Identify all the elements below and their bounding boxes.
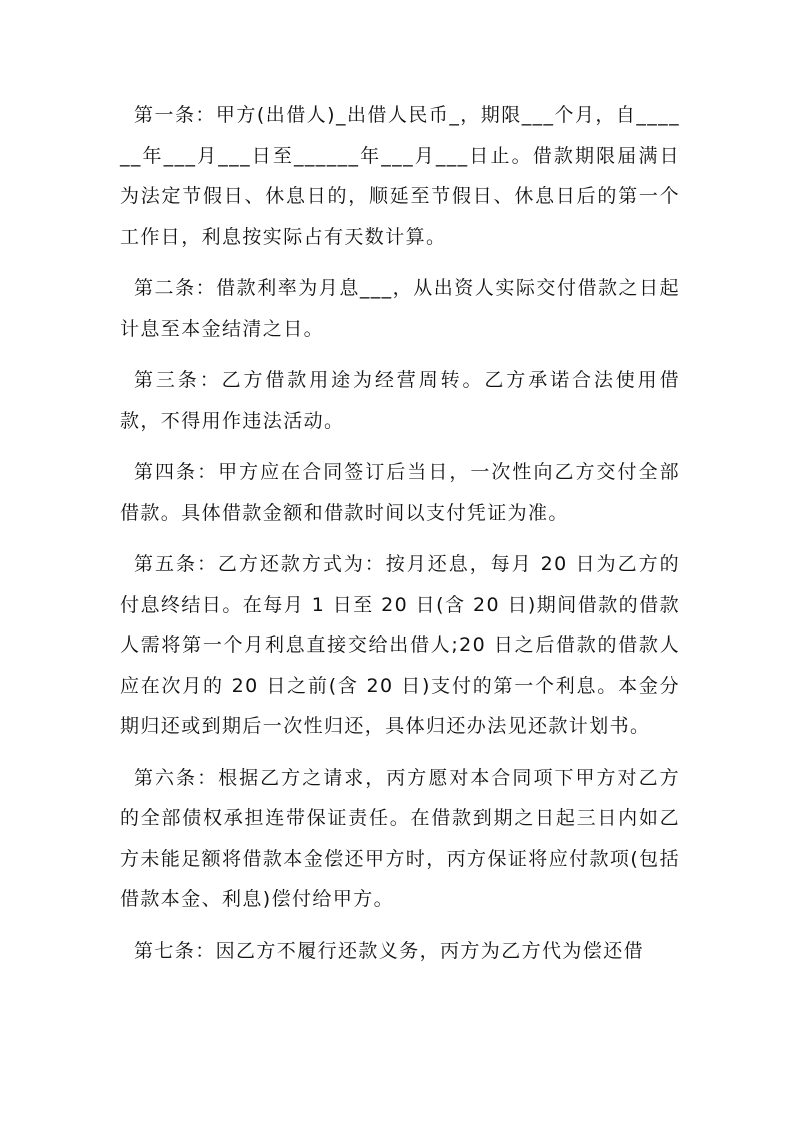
article-5: 第五条：乙方还款方式为：按月还息，每月 20 日为乙方的付息终结日。在每月 1 日至 20 日(含 20 日)期间借款的借款人需将第一个月利息直接交给出借人;20 日之后借款的借款人应在次月的 20 日之前(含 20 日)支付的第一个利息。本金分期归还或到期后一次性归还，具体归还办法见还款计划书。 [120, 553, 680, 737]
article-6: 第六条：根据乙方之请求，丙方愿对本合同项下甲方对乙方的全部债权承担连带保证责任。在借款到期之日起三日内如乙方未能足额将借款本金偿还甲方时，丙方保证将应付款项(包括借款本金、利息)偿付给甲方。 [120, 766, 680, 910]
article-7: 第七条：因乙方不履行还款义务，丙方为乙方代为偿还借 [134, 939, 645, 962]
article-3: 第三条：乙方借款用途为经营周转。乙方承诺合法使用借款，不得用作违法活动。 [120, 369, 680, 432]
article-1: 第一条：甲方(出借人)_出借人民币_，期限___个月，自______年___月___日至______年___月___日止。借款期限届满日为法定节假日、休息日的，顺延至节假日、休息日后的第一个工作日，利息按实际占有天数计算。 [120, 104, 680, 248]
article-4: 第四条：甲方应在合同签订后当日，一次性向乙方交付全部借款。具体借款金额和借款时间以支付凭证为准。 [120, 461, 680, 524]
document-page [120, 95, 680, 982]
article-2: 第二条：借款利率为月息___，从出资人实际交付借款之日起计息至本金结清之日。 [120, 277, 680, 340]
